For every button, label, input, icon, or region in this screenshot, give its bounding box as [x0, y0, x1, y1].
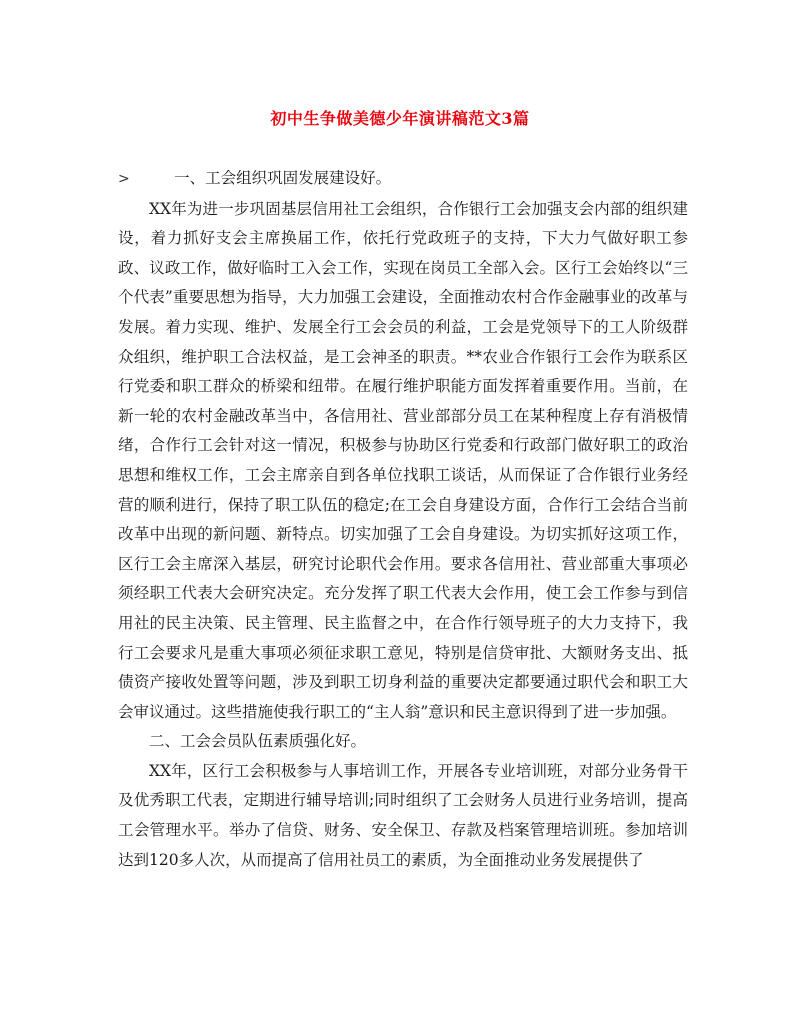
- document-title: 初中生争做美德少年演讲稿范文3篇: [270, 109, 530, 128]
- section-heading-2: 二、工会会员队伍素质强化好。: [149, 732, 367, 751]
- section-heading-1-text: 一、工会组织巩固发展建设好。: [174, 169, 392, 187]
- section-heading-1: [118, 164, 688, 195]
- list-marker-icon: >: [118, 171, 130, 187]
- document-body: [118, 164, 688, 875]
- paragraph-1: XX年为进一步巩固基层信用社工会组织，合作银行工会加强支会内部的组织建设，着力抓好支会主席换届工作，依托行党政班子的支持，下大力气做好职工参政、议政工作，做好临时工入会工作，实现在岗员工全部入会。区行工会始终以“三个代表”重要思想为指导，大力加强工会建设，全面推动农村合作金融事业的改革与发展。着力实现、维护、发展全行工会会员的利益，工会是党领导下的工人阶级群众组织，维护职工合法权益，是工会神圣的职责。**农业合作银行工会作为联系区行党委和职工群众的桥梁和纽带。在履行维护职能方面发挥着重要作用。当前，在新一轮的农村金融改革当中，各信用社、营业部部分员工在某种程度上存有消极情绪，合作行工会针对这一情况，积极参与协助区行党委和行政部门做好职工的政治思想和维权工作，工会主席亲自到各单位找职工谈话，从而保证了合作银行业务经营的顺利进行，保持了职工队伍的稳定;在工会自身建设方面，合作行工会结合当前改革中出现的新问题、新特点。切实加强了工会自身建设。为切实抓好这项工作，区行工会主席深入基层，研究讨论职代会作用。要求各信用社、营业部重大事项必须经职工代表大会研究决定。充分发挥了职工代表大会作用，使工会工作参与到信用社的民主决策、民主管理、民主监督之中，在合作行领导班子的大力支持下，我行工会要求凡是重大事项必须征求职工意见，特别是信贷审批、大额财务支出、抵债资产接收处置等问题，涉及到职工切身利益的重要决定都要通过职代会和职工大会审议通过。这些措施使我行职工的“主人翁”意识和民主意识得到了进一步加强。: [118, 199, 688, 721]
- paragraph-2: XX年，区行工会积极参与人事培训工作，开展各专业培训班，对部分业务骨干及优秀职工代表，定期进行辅导培训;同时组织了工会财务人员进行业务培训，提高工会管理水平。举办了信贷、财务、安全保卫、存款及档案管理培训班。参加培训达到120多人次，从而提高了信用社员工的素质，为全面推动业务发展提供了: [118, 761, 688, 869]
